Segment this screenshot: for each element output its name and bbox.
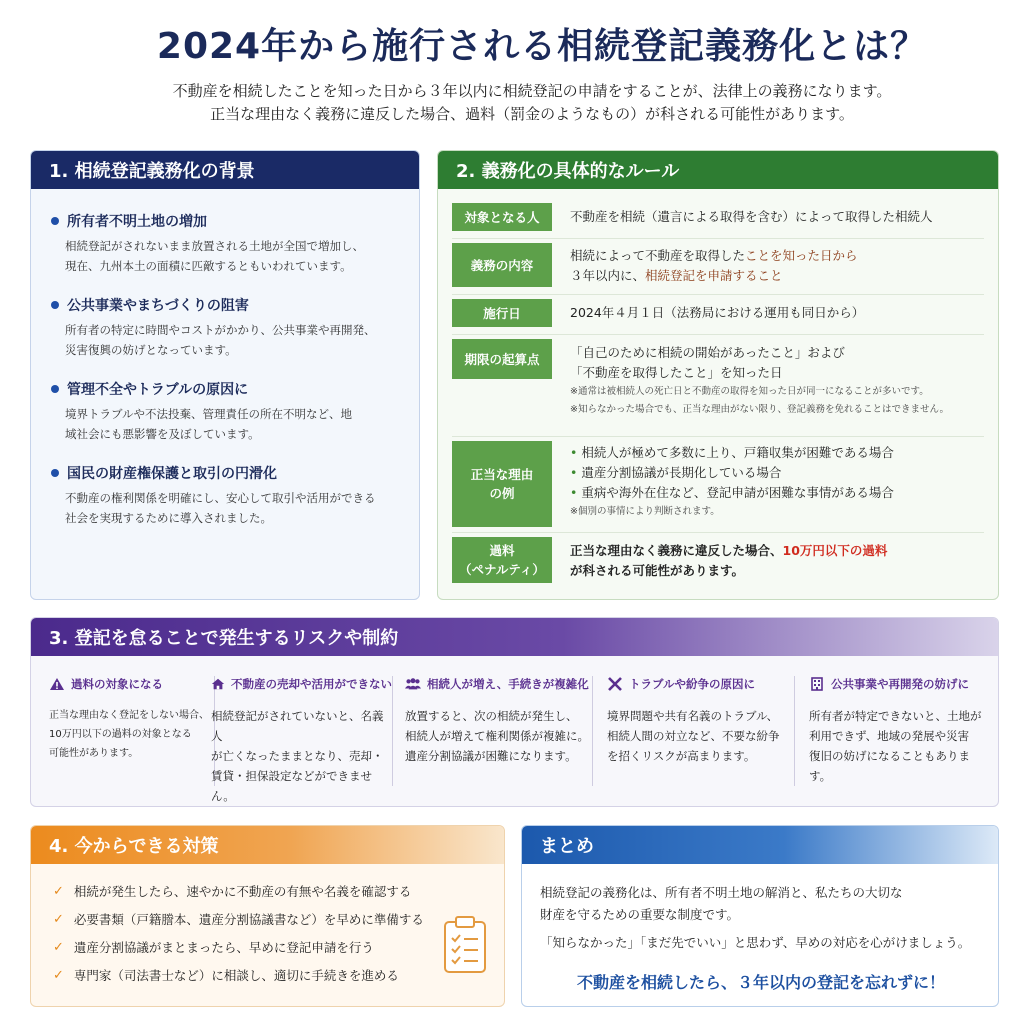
- warning-icon: [49, 677, 65, 691]
- summary-emphasis: 不動産を相続したら、３年以内の登記を忘れずに！: [576, 973, 945, 992]
- risk-item: 相続人が増え、手続きが複雑化 放置すると、次の相続が発生し、 相続人が増えて権利関係が複雑に。 遺産分割協議が困難になります。: [405, 676, 593, 786]
- rule-label: 期限の起算点: [452, 339, 552, 379]
- rule-text: 相続によって不動産を取得したことを知った日から ３年以内に、相続登記を申請すること: [570, 248, 858, 283]
- check-icon: ✓: [53, 967, 64, 983]
- background-item-text: 災害復興の妨げとなっています。: [65, 343, 237, 357]
- rule-label: 正当な理由 の例: [452, 441, 552, 527]
- summary-panel: [521, 825, 999, 1007]
- bullet-dot-icon: •: [570, 465, 578, 480]
- bullet-dot-icon: [51, 469, 59, 477]
- background-heading: 1. 相続登記義務化の背景: [31, 151, 419, 189]
- background-item-text: 境界トラブルや不法投棄、管理責任の所在不明など、地: [65, 407, 353, 421]
- rule-text: 「自己のために相続の開始があったこと」および 「不動産を取得したこと」を知った日 ※通常は被相続人の死亡日と不動産の取得を知った日が同一になることが多いです。 ※知らなかった場合でも、正当な理由がない限り、登記義務を免れることはできません。: [570, 339, 949, 419]
- rule-note: ※通常は被相続人の死亡日と不動産の取得を知った日が同一になることが多いです。: [570, 386, 929, 397]
- lead-line-1: 不動産を相続したことを知った日から３年以内に相続登記の申請をすることが、法律上の義務になります。: [172, 82, 892, 100]
- building-icon: [809, 677, 825, 691]
- bullet-dot-icon: •: [570, 445, 578, 460]
- summary-heading: まとめ: [522, 826, 998, 864]
- background-item-text: 不動産の権利関係を明確にし、安心して取引や活用ができる: [65, 491, 376, 505]
- risk-item: 過料の対象になる 正当な理由なく登記をしない場合、 10万円以下の過料の対象となる 可能性があります。: [49, 676, 215, 786]
- lead-line-2: 正当な理由なく義務に違反した場合、過料（罰金のようなもの）が科される可能性があります。: [210, 105, 854, 123]
- rule-row: [452, 203, 984, 239]
- people-icon: [405, 677, 421, 691]
- risk-title: 公共事業や再開発の妨げに: [831, 677, 969, 691]
- rule-text: 2024年４月１日（法務局における運用も同日から）: [570, 305, 865, 320]
- measure-item: ✓ 専門家（司法書士など）に相談し、適切に手続きを進める: [53, 967, 399, 983]
- bullet-dot-icon: [51, 385, 59, 393]
- measures-heading: 4. 今からできる対策: [31, 826, 504, 864]
- rule-row: [452, 537, 984, 587]
- rule-row: [452, 243, 984, 295]
- background-item-title: 国民の財産権保護と取引の円滑化: [67, 466, 277, 482]
- rule-text: • 相続人が極めて多数に上り、戸籍収集が困難である場合 • 遺産分割協議が長期化している場合 • 重病や海外在住など、登記申請が困難な事情がある場合 ※個別の事情により判断されます。: [570, 441, 894, 521]
- risk-title: トラブルや紛争の原因に: [629, 677, 756, 691]
- background-item-title: 所有者不明土地の増加: [67, 214, 207, 230]
- risk-item: 公共事業や再開発の妨げに 所有者が特定できないと、土地が 利用できず、地域の発展や災害 復旧の妨げになることもあります。: [809, 677, 982, 783]
- background-item-text: 現在、九州本土の面積に匹敵するともいわれています。: [65, 259, 352, 273]
- rule-label: 施行日: [452, 299, 552, 327]
- risk-item: トラブルや紛争の原因に 境界問題や共有名義のトラブル、 相続人間の対立など、不要な紛争 を招くリスクが高まります。: [607, 676, 795, 786]
- rule-row: [452, 299, 984, 335]
- background-item-title: 管理不全やトラブルの原因に: [67, 382, 249, 398]
- background-item-text: 所有者の特定に時間やコストがかかり、公共事業や再開発、: [65, 323, 376, 337]
- check-icon: ✓: [53, 911, 64, 927]
- rules-panel: [437, 150, 999, 600]
- background-item-text: 相続登記がされないまま放置される土地が全国で増加し、: [65, 239, 364, 253]
- clipboard-icon: [441, 914, 489, 974]
- background-item: [51, 211, 401, 276]
- summary-text: 相続登記の義務化は、所有者不明土地の解消と、私たちの大切な 財産を守るための重要な制度です。: [540, 885, 903, 922]
- rule-row: [452, 339, 984, 437]
- rule-label: 対象となる人: [452, 203, 552, 231]
- risks-panel: [30, 617, 999, 807]
- summary-text: 「知らなかった」「まだ先でいい」と思わず、早めの対応を心がけましょう。: [540, 935, 971, 950]
- house-icon: [211, 677, 225, 691]
- rule-row: [452, 441, 984, 533]
- measure-item: ✓ 遺産分割協議がまとまったら、早めに登記申請を行う: [53, 939, 374, 955]
- measure-item: ✓ 相続が発生したら、速やかに不動産の有無や名義を確認する: [53, 883, 412, 899]
- rule-text: 不動産を相続（遺言による取得を含む）によって取得した相続人: [570, 209, 933, 224]
- page-title: 2024年から施行される相続登記義務化とは？: [156, 26, 928, 67]
- background-item-text: 社会を実現するために導入されました。: [65, 511, 272, 525]
- bullet-dot-icon: [51, 217, 59, 225]
- risk-item: 不動産の売却や活用ができない 相続登記がされていないと、名義人 が亡くなったままとなり、売却・ 賃貸・担保設定などができません。: [211, 677, 392, 803]
- measure-item: ✓ 必要書類（戸籍謄本、遺産分割協議書など）を早めに準備する: [53, 911, 424, 927]
- bullet-dot-icon: •: [570, 485, 578, 500]
- rule-text: 正当な理由なく義務に違反した場合、10万円以下の過料 が科される可能性があります。: [570, 543, 888, 578]
- cross-icon: [607, 677, 623, 691]
- background-item: [51, 295, 401, 360]
- check-icon: ✓: [53, 883, 64, 899]
- background-item-text: 域社会にも悪影響を及ぼしています。: [65, 427, 260, 441]
- measures-panel: [30, 825, 505, 1007]
- background-item: [51, 463, 401, 528]
- background-panel: [30, 150, 420, 600]
- rule-label: 義務の内容: [452, 243, 552, 287]
- risk-title: 不動産の売却や活用ができない: [231, 677, 392, 691]
- rule-note: ※知らなかった場合でも、正当な理由がない限り、登記義務を免れることはできません。: [570, 404, 950, 415]
- risk-title: 相続人が増え、手続きが複雑化: [427, 677, 589, 691]
- risk-title: 過料の対象になる: [71, 677, 163, 691]
- rule-note: ※個別の事情により判断されます。: [570, 506, 720, 517]
- background-item: [51, 379, 401, 444]
- rules-heading: 2. 義務化の具体的なルール: [438, 151, 998, 189]
- bullet-dot-icon: [51, 301, 59, 309]
- risks-heading: 3. 登記を怠ることで発生するリスクや制約: [31, 618, 998, 656]
- rule-label: 過料 （ペナルティ）: [452, 537, 552, 583]
- check-icon: ✓: [53, 939, 64, 955]
- background-item-title: 公共事業やまちづくりの阻害: [67, 298, 249, 314]
